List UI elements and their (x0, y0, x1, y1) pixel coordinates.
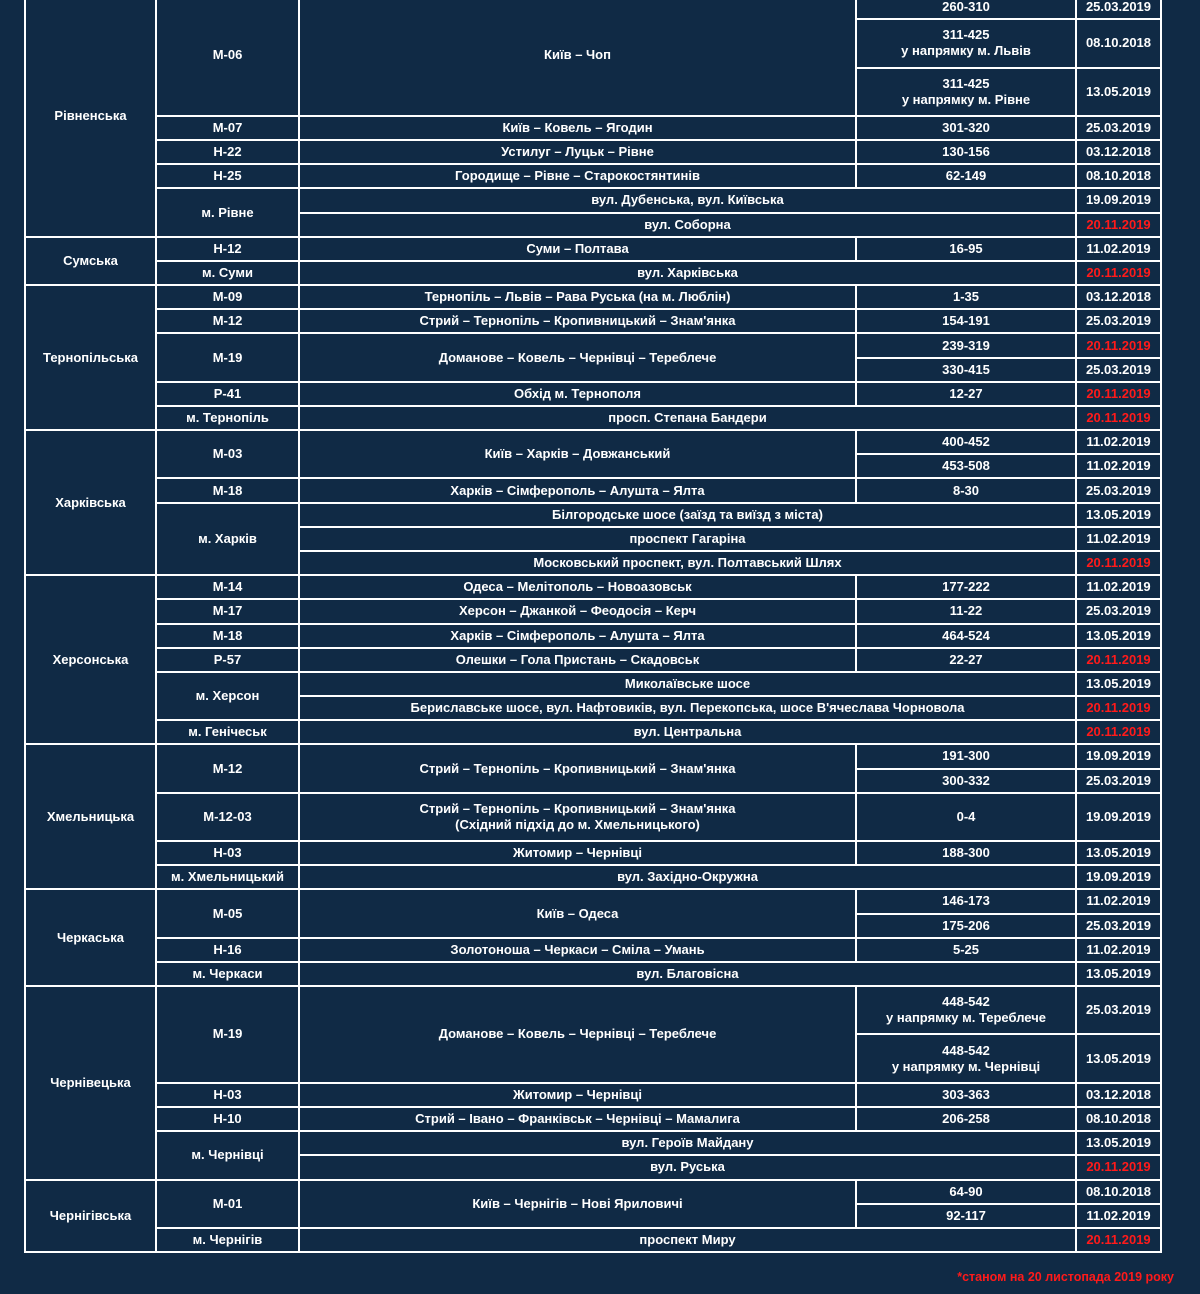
date-cell: 13.05.2019 (1076, 672, 1161, 696)
road-code-cell: м. Хмельницький (156, 865, 299, 889)
table-row (25, 720, 1161, 744)
road-name-cell: Київ – Одеса (299, 889, 856, 937)
road-name-cell: Одеса – Мелітополь – Новоазовськ (299, 575, 856, 599)
table-row (25, 261, 1161, 285)
table-row (25, 1131, 1161, 1155)
road-name-cell: Київ – Харків – Довжанський (299, 430, 856, 478)
table-row (25, 285, 1161, 309)
road-code-cell: М-17 (156, 599, 299, 623)
road-code-cell: М-09 (156, 285, 299, 309)
date-cell: 20.11.2019 (1076, 1228, 1161, 1252)
road-name-cell: Городище – Рівне – Старокостянтинів (299, 164, 856, 188)
table-row (25, 672, 1161, 696)
date-cell: 08.10.2018 (1076, 164, 1161, 188)
date-cell: 11.02.2019 (1076, 237, 1161, 261)
date-cell: 25.03.2019 (1076, 358, 1161, 382)
road-repairs-table (24, 0, 1162, 1253)
road-name-cell: Устилуг – Луцьк – Рівне (299, 140, 856, 164)
road-name-cell: Харків – Сімферополь – Алушта – Ялта (299, 478, 856, 502)
km-section-cell: 5-25 (856, 938, 1076, 962)
date-cell: 20.11.2019 (1076, 551, 1161, 575)
road-code-cell: М-12 (156, 309, 299, 333)
table-row (25, 116, 1161, 140)
date-cell: 08.10.2018 (1076, 1107, 1161, 1131)
table-row (25, 793, 1161, 841)
table-row (25, 406, 1161, 430)
date-cell: 25.03.2019 (1076, 599, 1161, 623)
region-cell: Херсонська (25, 575, 156, 744)
date-cell: 20.11.2019 (1076, 720, 1161, 744)
region-cell: Чернівецька (25, 986, 156, 1179)
km-section-cell: 1-35 (856, 285, 1076, 309)
km-section-cell: 311-425 у напрямку м. Львів (856, 19, 1076, 67)
km-section-cell: 448-542 у напрямку м. Чернівці (856, 1034, 1076, 1082)
km-section-cell: 62-149 (856, 164, 1076, 188)
date-cell: 13.05.2019 (1076, 841, 1161, 865)
date-cell: 20.11.2019 (1076, 382, 1161, 406)
table-row (25, 140, 1161, 164)
road-name-cell: Стрий – Тернопіль – Кропивницький – Знам'янка (299, 309, 856, 333)
table-row (25, 889, 1161, 913)
road-name-cell: вул. Західно-Окружна (299, 865, 1076, 889)
region-cell: Сумська (25, 237, 156, 285)
date-cell: 13.05.2019 (1076, 1034, 1161, 1082)
road-code-cell: Р-57 (156, 648, 299, 672)
road-name-cell: Харків – Сімферополь – Алушта – Ялта (299, 624, 856, 648)
date-cell: 03.12.2018 (1076, 1083, 1161, 1107)
table-row (25, 503, 1161, 527)
km-section-cell: 64-90 (856, 1180, 1076, 1204)
road-code-cell: М-03 (156, 430, 299, 478)
km-section-cell: 16-95 (856, 237, 1076, 261)
road-name-cell: Київ – Чернігів – Нові Яриловичі (299, 1180, 856, 1228)
region-cell: Хмельницька (25, 744, 156, 889)
date-cell: 20.11.2019 (1076, 333, 1161, 357)
km-section-cell: 92-117 (856, 1204, 1076, 1228)
km-section-cell: 0-4 (856, 793, 1076, 841)
road-name-cell: Стрий – Івано – Франківськ – Чернівці – Мамалига (299, 1107, 856, 1131)
road-code-cell: м. Черкаси (156, 962, 299, 986)
region-cell: Тернопільська (25, 285, 156, 430)
region-cell: Харківська (25, 430, 156, 575)
date-cell: 11.02.2019 (1076, 454, 1161, 478)
road-code-cell: М-18 (156, 478, 299, 502)
date-cell: 20.11.2019 (1076, 1155, 1161, 1179)
road-name-cell: Житомир – Чернівці (299, 1083, 856, 1107)
km-section-cell: 130-156 (856, 140, 1076, 164)
footnote: *станом на 20 листопада 2019 року (957, 1270, 1174, 1284)
date-cell: 13.05.2019 (1076, 962, 1161, 986)
road-name-cell: Київ – Чоп (299, 0, 856, 116)
date-cell: 20.11.2019 (1076, 696, 1161, 720)
table-row (25, 188, 1161, 212)
km-section-cell: 12-27 (856, 382, 1076, 406)
road-name-cell: Миколаївське шосе (299, 672, 1076, 696)
date-cell: 19.09.2019 (1076, 188, 1161, 212)
road-name-cell: просп. Степана Бандери (299, 406, 1076, 430)
table-row (25, 164, 1161, 188)
km-section-cell: 177-222 (856, 575, 1076, 599)
road-code-cell: М-18 (156, 624, 299, 648)
region-cell: Черкаська (25, 889, 156, 986)
date-cell: 03.12.2018 (1076, 285, 1161, 309)
km-section-cell: 464-524 (856, 624, 1076, 648)
date-cell: 11.02.2019 (1076, 938, 1161, 962)
date-cell: 11.02.2019 (1076, 430, 1161, 454)
km-section-cell: 301-320 (856, 116, 1076, 140)
table-row (25, 575, 1161, 599)
km-section-cell: 146-173 (856, 889, 1076, 913)
km-section-cell: 191-300 (856, 744, 1076, 768)
km-section-cell: 300-332 (856, 769, 1076, 793)
road-name-cell: вул. Героїв Майдану (299, 1131, 1076, 1155)
road-code-cell: м. Харків (156, 503, 299, 576)
road-code-cell: М-05 (156, 889, 299, 937)
table-row (25, 1180, 1161, 1204)
table-row (25, 237, 1161, 261)
date-cell: 25.03.2019 (1076, 309, 1161, 333)
road-name-cell: Тернопіль – Львів – Рава Руська (на м. Люблін) (299, 285, 856, 309)
km-section-cell: 260-310 (856, 0, 1076, 19)
road-name-cell: вул. Харківська (299, 261, 1076, 285)
date-cell: 13.05.2019 (1076, 503, 1161, 527)
date-cell: 20.11.2019 (1076, 406, 1161, 430)
road-name-cell: Доманове – Ковель – Чернівці – Тереблече (299, 333, 856, 381)
road-code-cell: Н-12 (156, 237, 299, 261)
table-row (25, 744, 1161, 768)
km-section-cell: 400-452 (856, 430, 1076, 454)
table-row (25, 962, 1161, 986)
km-section-cell: 188-300 (856, 841, 1076, 865)
table-body (25, 0, 1161, 1252)
road-name-cell: Доманове – Ковель – Чернівці – Тереблече (299, 986, 856, 1083)
road-code-cell: М-06 (156, 0, 299, 116)
road-code-cell: м. Рівне (156, 188, 299, 236)
road-name-cell: Білгородське шосе (заїзд та виїзд з міста) (299, 503, 1076, 527)
road-name-cell: Суми – Полтава (299, 237, 856, 261)
road-code-cell: М-07 (156, 116, 299, 140)
date-cell: 13.05.2019 (1076, 1131, 1161, 1155)
table-row (25, 0, 1161, 19)
table-row (25, 1228, 1161, 1252)
road-name-cell: Обхід м. Тернополя (299, 382, 856, 406)
table-row (25, 938, 1161, 962)
table-row (25, 1107, 1161, 1131)
road-name-cell: проспект Миру (299, 1228, 1076, 1252)
km-section-cell: 239-319 (856, 333, 1076, 357)
km-section-cell: 8-30 (856, 478, 1076, 502)
road-name-cell: Бериславське шосе, вул. Нафтовиків, вул. Перекопська, шосе В'ячеслава Чорновола (299, 696, 1076, 720)
road-code-cell: М-14 (156, 575, 299, 599)
table-row (25, 478, 1161, 502)
road-name-cell: вул. Руська (299, 1155, 1076, 1179)
date-cell: 13.05.2019 (1076, 624, 1161, 648)
km-section-cell: 303-363 (856, 1083, 1076, 1107)
date-cell: 08.10.2018 (1076, 1180, 1161, 1204)
date-cell: 13.05.2019 (1076, 68, 1161, 116)
road-code-cell: м. Суми (156, 261, 299, 285)
road-code-cell: Н-22 (156, 140, 299, 164)
road-code-cell: Р-41 (156, 382, 299, 406)
road-code-cell: м. Чернігів (156, 1228, 299, 1252)
table-row (25, 986, 1161, 1034)
date-cell: 25.03.2019 (1076, 986, 1161, 1034)
table-row (25, 430, 1161, 454)
road-name-cell: Житомир – Чернівці (299, 841, 856, 865)
road-name-cell: вул. Благовісна (299, 962, 1076, 986)
km-section-cell: 311-425 у напрямку м. Рівне (856, 68, 1076, 116)
table-row (25, 1083, 1161, 1107)
km-section-cell: 453-508 (856, 454, 1076, 478)
date-cell: 08.10.2018 (1076, 19, 1161, 67)
road-code-cell: Н-03 (156, 1083, 299, 1107)
km-section-cell: 22-27 (856, 648, 1076, 672)
road-name-cell: Стрий – Тернопіль – Кропивницький – Знам'янка (Східний підхід до м. Хмельницького) (299, 793, 856, 841)
table-row (25, 599, 1161, 623)
road-name-cell: Стрий – Тернопіль – Кропивницький – Знам'янка (299, 744, 856, 792)
road-code-cell: М-12-03 (156, 793, 299, 841)
road-name-cell: Херсон – Джанкой – Феодосія – Керч (299, 599, 856, 623)
road-name-cell: вул. Соборна (299, 213, 1076, 237)
date-cell: 25.03.2019 (1076, 0, 1161, 19)
date-cell: 20.11.2019 (1076, 213, 1161, 237)
table-row (25, 333, 1161, 357)
region-cell: Чернігівська (25, 1180, 156, 1253)
road-name-cell: Золотоноша – Черкаси – Сміла – Умань (299, 938, 856, 962)
date-cell: 03.12.2018 (1076, 140, 1161, 164)
table-row (25, 382, 1161, 406)
date-cell: 25.03.2019 (1076, 478, 1161, 502)
road-code-cell: м. Генічеськ (156, 720, 299, 744)
road-code-cell: М-01 (156, 1180, 299, 1228)
km-section-cell: 154-191 (856, 309, 1076, 333)
date-cell: 25.03.2019 (1076, 769, 1161, 793)
table-row (25, 648, 1161, 672)
road-code-cell: М-19 (156, 986, 299, 1083)
road-name-cell: проспект Гагаріна (299, 527, 1076, 551)
km-section-cell: 330-415 (856, 358, 1076, 382)
date-cell: 19.09.2019 (1076, 744, 1161, 768)
date-cell: 19.09.2019 (1076, 865, 1161, 889)
road-name-cell: вул. Центральна (299, 720, 1076, 744)
date-cell: 25.03.2019 (1076, 116, 1161, 140)
road-code-cell: Н-16 (156, 938, 299, 962)
date-cell: 11.02.2019 (1076, 575, 1161, 599)
region-cell: Рівненська (25, 0, 156, 237)
road-name-cell: Олешки – Гола Пристань – Скадовськ (299, 648, 856, 672)
date-cell: 11.02.2019 (1076, 1204, 1161, 1228)
road-code-cell: Н-25 (156, 164, 299, 188)
table-row (25, 309, 1161, 333)
table-row (25, 624, 1161, 648)
road-name-cell: вул. Дубенська, вул. Київська (299, 188, 1076, 212)
road-code-cell: м. Чернівці (156, 1131, 299, 1179)
road-code-cell: м. Херсон (156, 672, 299, 720)
km-section-cell: 206-258 (856, 1107, 1076, 1131)
road-name-cell: Київ – Ковель – Ягодин (299, 116, 856, 140)
date-cell: 25.03.2019 (1076, 914, 1161, 938)
km-section-cell: 11-22 (856, 599, 1076, 623)
date-cell: 20.11.2019 (1076, 261, 1161, 285)
road-code-cell: Н-10 (156, 1107, 299, 1131)
table-row (25, 865, 1161, 889)
date-cell: 11.02.2019 (1076, 889, 1161, 913)
date-cell: 11.02.2019 (1076, 527, 1161, 551)
road-code-cell: Н-03 (156, 841, 299, 865)
road-code-cell: М-19 (156, 333, 299, 381)
road-code-cell: М-12 (156, 744, 299, 792)
road-name-cell: Московський проспект, вул. Полтавський Шлях (299, 551, 1076, 575)
date-cell: 20.11.2019 (1076, 648, 1161, 672)
road-code-cell: м. Тернопіль (156, 406, 299, 430)
km-section-cell: 175-206 (856, 914, 1076, 938)
table-row (25, 841, 1161, 865)
date-cell: 19.09.2019 (1076, 793, 1161, 841)
km-section-cell: 448-542 у напрямку м. Тереблече (856, 986, 1076, 1034)
